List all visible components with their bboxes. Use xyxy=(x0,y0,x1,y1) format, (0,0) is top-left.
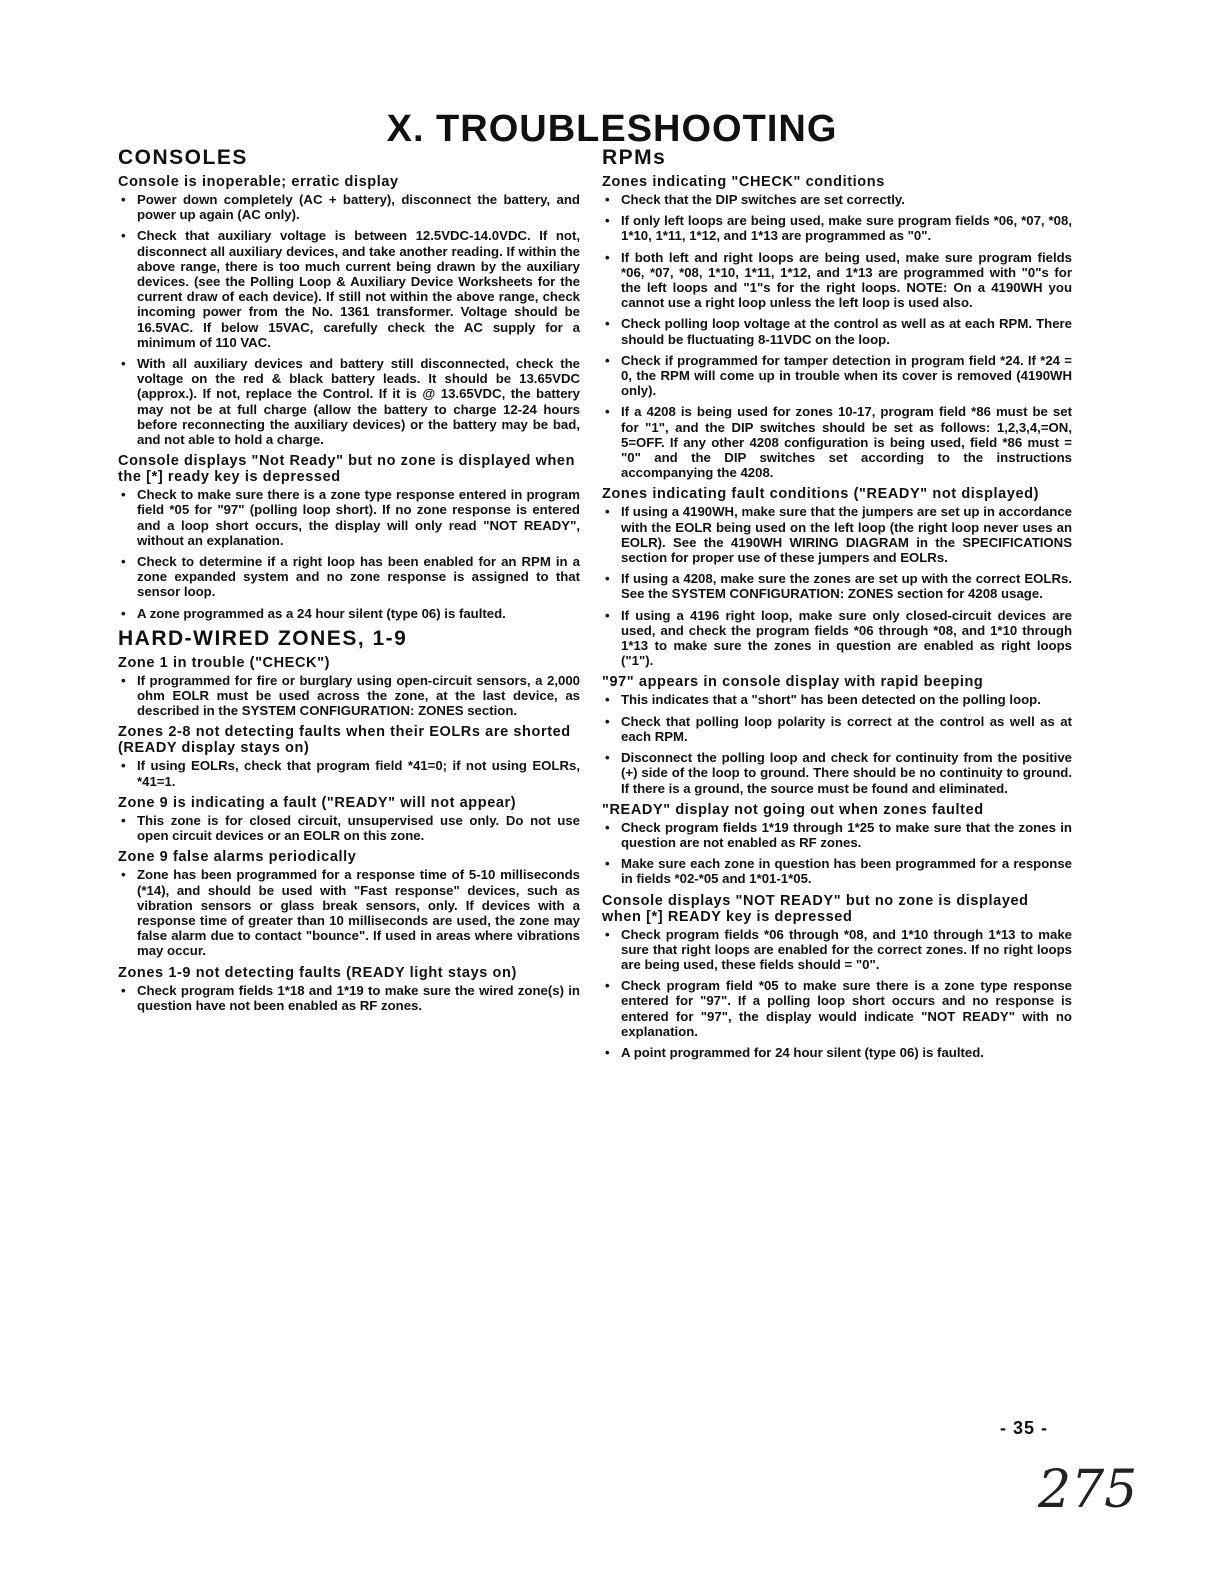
solution-item xyxy=(602,714,1072,744)
solution-item xyxy=(602,504,1072,565)
bullet-icon: • xyxy=(121,982,126,998)
solution-text: If using a 4208, make sure the zones are set up with the correct EOLRs. See the SYSTEM CONFIGURATION: ZONES section for 4208 usage. xyxy=(621,571,1072,602)
solution-item xyxy=(602,750,1072,796)
bullet-icon: • xyxy=(605,713,610,729)
solution-text: Check program fields 1*18 and 1*19 to make sure the wired zone(s) in question have not been enabled as RF zones. xyxy=(137,982,580,1013)
solution-list xyxy=(118,673,580,719)
solution-text: Check to make sure there is a zone type response entered in program field *05 for "97" (polling loop short). If no zone response is entered and a loop short occurs, the display will only read "NOT READY", without an explanation. xyxy=(137,487,580,548)
solution-item xyxy=(118,673,580,719)
solution-text: Check that polling loop polarity is correct at the control as well as at each RPM. xyxy=(621,713,1072,744)
problem-heading: Zones indicating fault conditions ("READY" not displayed) xyxy=(602,486,1040,503)
solution-list xyxy=(118,813,580,843)
solution-text: Check to determine if a right loop has been enabled for an RPM in a zone expanded system and no zone response is assigned to that sensor loop. xyxy=(137,554,580,600)
solution-item xyxy=(118,758,580,788)
bullet-icon: • xyxy=(121,672,126,688)
bullet-icon: • xyxy=(605,1044,610,1060)
problem-heading: Zones indicating "CHECK" conditions xyxy=(602,174,885,190)
solution-list xyxy=(118,983,580,1013)
solution-text: Check program fields *06 through *08, and 1*10 through 1*13 to make sure that right loops are enabled for the correct zones. If no right loops are being used, these fields should = "0". xyxy=(621,926,1072,972)
bullet-icon: • xyxy=(605,750,610,766)
bullet-icon: • xyxy=(605,856,610,872)
solution-list xyxy=(118,758,580,788)
solution-list xyxy=(602,692,1072,795)
bullet-icon: • xyxy=(121,487,126,503)
solution-item xyxy=(602,316,1072,346)
bullet-icon: • xyxy=(121,605,126,621)
solution-item xyxy=(602,213,1072,243)
solution-text: If only left loops are being used, make sure program fields *06, *07, *08, 1*10, 1*11, 1*12, and 1*13 are programmed as "0". xyxy=(621,213,1072,244)
solution-item xyxy=(602,404,1072,480)
bullet-icon: • xyxy=(121,758,126,774)
solution-item xyxy=(602,820,1072,850)
section-heading: CONSOLES xyxy=(118,146,248,169)
solution-text: Check that auxiliary voltage is between 12.5VDC-14.0VDC. If not, disconnect all auxiliary devices, and take another reading. If within the above range, there is too much current being drawn by the auxiliary devices. (see the Polling Loop & Auxiliary Device Worksheets for the current draw of each device). If still not within the above range, check incoming power from the No. 1361 transformer. Voltage should be 16.5VAC. If below 15VAC, carefully check the AC supply for a minimum of 110 VAC. xyxy=(137,228,580,350)
problem-heading: "97" appears in console display with rapid beeping xyxy=(602,674,984,691)
solution-item xyxy=(118,813,580,843)
solution-text: A point programmed for 24 hour silent (type 06) is faulted. xyxy=(621,1044,984,1060)
bullet-icon: • xyxy=(121,554,126,570)
solution-text: Check if programmed for tamper detection in program field *24. If *24 = 0, the RPM will come up in trouble when its cover is removed (4190WH only). xyxy=(621,352,1072,399)
solution-text: Zone has been programmed for a response time of 5-10 milliseconds (*14), and should be used with "Fast response" devices, such as vibration sensors or glass break sensors, only. If devices with a response time of greater than 10 milliseconds are used, the zone may false alarm due to contact "bounce". If used in areas where vibrations may occur. xyxy=(137,867,580,959)
solution-list xyxy=(118,867,580,958)
solution-item xyxy=(602,192,1072,207)
solution-list xyxy=(602,820,1072,887)
solution-item xyxy=(118,606,580,621)
bullet-icon: • xyxy=(605,571,610,587)
problem-heading: Console displays "NOT READY" but no zone is displayed when [*] READY key is depressed xyxy=(602,892,1029,925)
solution-item xyxy=(602,927,1072,973)
solution-item xyxy=(602,1045,1072,1060)
solution-item xyxy=(118,228,580,350)
bullet-icon: • xyxy=(605,249,610,265)
section-heading: HARD-WIRED ZONES, 1-9 xyxy=(118,626,408,650)
solution-item xyxy=(118,356,580,447)
right-column xyxy=(602,146,1072,1066)
problem-heading: "READY" display not going out when zones faulted xyxy=(602,801,984,818)
solution-item xyxy=(602,856,1072,886)
solution-item xyxy=(118,192,580,222)
bullet-icon: • xyxy=(605,607,610,623)
solution-item xyxy=(118,487,580,548)
page-title: X. TROUBLESHOOTING xyxy=(386,108,838,150)
solution-text: This zone is for closed circuit, unsupervised use only. Do not use open circuit devices or an EOLR on this zone. xyxy=(137,812,580,844)
bullet-icon: • xyxy=(121,192,126,207)
solution-text: Check program fields 1*19 through 1*25 to make sure that the zones in question are not enabled as RF zones. xyxy=(621,819,1072,850)
bullet-icon: • xyxy=(605,926,610,942)
solution-list xyxy=(602,927,1072,1061)
solution-list xyxy=(602,192,1072,480)
bullet-icon: • xyxy=(605,504,610,520)
bullet-icon: • xyxy=(605,316,610,332)
problem-heading: Console is inoperable; erratic display xyxy=(118,174,399,190)
solution-text: If a 4208 is being used for zones 10-17, program field *86 must be set for "1", and the DIP switches should be set as follows: 1,2,3,4,=ON, 5=OFF. If any other 4208 configuration is being used, field *86 must = "0" and the DIP switches set according to the instructions accompanying the 4208. xyxy=(621,404,1072,481)
bullet-icon: • xyxy=(605,213,610,229)
bullet-icon: • xyxy=(121,867,126,883)
problem-heading: Zone 1 in trouble ("CHECK") xyxy=(118,654,330,671)
solution-list xyxy=(118,487,580,621)
bullet-icon: • xyxy=(605,692,610,708)
solution-item xyxy=(118,867,580,958)
solution-text: If programmed for fire or burglary using open-circuit sensors, a 2,000 ohm EOLR must be used across the zone, at the last device, as described in the SYSTEM CONFIGURATION: ZONES section. xyxy=(137,672,580,719)
problem-heading: Zone 9 false alarms periodically xyxy=(118,849,357,866)
solution-item xyxy=(602,608,1072,669)
solution-item xyxy=(118,983,580,1013)
solution-text: Power down completely (AC + battery), disconnect the battery, and power up again (AC only). xyxy=(137,192,580,223)
solution-text: If using EOLRs, check that program field *41=0; if not using EOLRs, *41=1. xyxy=(137,758,580,789)
solution-text: A zone programmed as a 24 hour silent (type 06) is faulted. xyxy=(137,605,506,621)
solution-item xyxy=(118,554,580,600)
solution-list xyxy=(602,504,1072,668)
problem-heading: Zones 2-8 not detecting faults when their EOLRs are shorted (READY display stays on) xyxy=(118,724,571,757)
solution-item xyxy=(602,692,1072,707)
solution-item xyxy=(602,978,1072,1039)
left-column xyxy=(118,146,580,1019)
solution-text: If both left and right loops are being used, make sure program fields *06, *07, *08, 1*10, 1*11, 1*12, and 1*13 are programmed with "0"s for the left loops and "1"s for the right loops. NOTE: On a 4190WH you cannot use a right loop unless the left loop is used also. xyxy=(621,249,1072,311)
bullet-icon: • xyxy=(605,404,610,420)
bullet-icon: • xyxy=(121,812,126,828)
solution-text: With all auxiliary devices and battery still disconnected, check the voltage on the red & black battery leads. It should be 13.65VDC (approx.). If not, replace the Control. If it is @ 13.65VDC, the battery may not be at full charge (allow the battery to charge 12-24 hours before reconnecting the auxiliary devices) or the battery may be bad, and not able to hold a charge. xyxy=(137,356,580,448)
solution-text: Make sure each zone in question has been programmed for a response in fields *02-*05 and 1*01-1*05. xyxy=(621,856,1072,887)
bullet-icon: • xyxy=(605,352,610,368)
problem-heading: Zone 9 is indicating a fault ("READY" will not appear) xyxy=(118,794,517,811)
bullet-icon: • xyxy=(605,192,610,207)
solution-text: If using a 4196 right loop, make sure only closed-circuit devices are used, and check the program fields *06 through *08, and 1*10 through 1*13 to make sure the zones in question are enabled as right loops ("1"). xyxy=(621,607,1072,669)
solution-list xyxy=(118,192,580,447)
solution-text: Disconnect the polling loop and check for continuity from the positive (+) side of the loop to ground. There should be no continuity to ground. If there is a ground, the source must be found and eliminated. xyxy=(621,750,1072,796)
bullet-icon: • xyxy=(605,819,610,835)
solution-text: If using a 4190WH, make sure that the jumpers are set up in accordance with the EOLR being used on the left loop (the right loop never uses an EOLR). See the 4190WH WIRING DIAGRAM in the SPECIFICATIONS section for proper use of these jumpers and EOLRs. xyxy=(621,504,1072,566)
page-number: - 35 - xyxy=(1000,1418,1049,1438)
solution-text: This indicates that a "short" has been detected on the polling loop. xyxy=(621,692,1041,708)
solution-text: Check program field *05 to make sure there is a zone type response entered for "97". If a polling loop short occurs and no response is entered for "97", the display would indicate "NOT READY" with no explanation. xyxy=(621,978,1072,1039)
bullet-icon: • xyxy=(121,356,126,372)
problem-heading: Console displays "Not Ready" but no zone is displayed when the [*] ready key is depressed xyxy=(118,453,576,486)
solution-item xyxy=(602,250,1072,311)
problem-heading: Zones 1-9 not detecting faults (READY light stays on) xyxy=(118,964,517,981)
handwritten-page-annotation: 275 xyxy=(1038,1460,1138,1520)
solution-text: Check that the DIP switches are set correctly. xyxy=(621,192,905,207)
solution-text: Check polling loop voltage at the control as well as at each RPM. There should be fluctuating 8-11VDC on the loop. xyxy=(621,316,1072,347)
bullet-icon: • xyxy=(605,978,610,994)
solution-item xyxy=(602,353,1072,399)
solution-item xyxy=(602,571,1072,601)
section-heading: RPMs xyxy=(602,146,667,169)
bullet-icon: • xyxy=(121,228,126,244)
